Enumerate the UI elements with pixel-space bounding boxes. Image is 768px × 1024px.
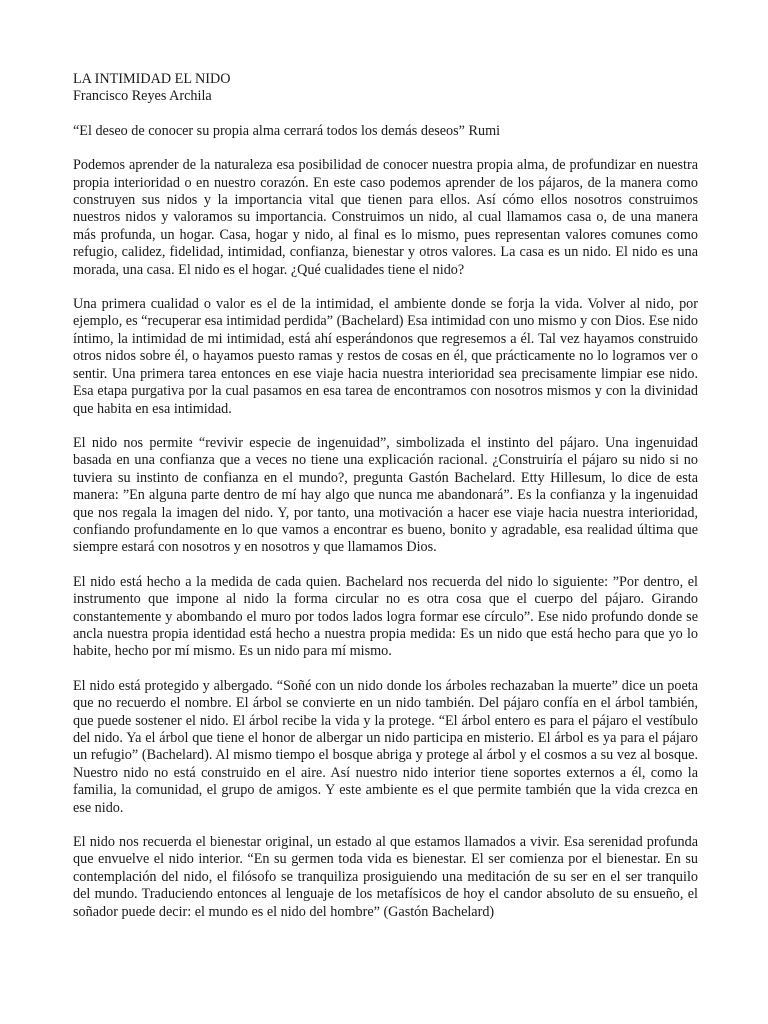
paragraph-2: Una primera cualidad o valor es el de la intimidad, el ambiente donde se forja la vida. Volver al nido, por ejemplo, es “recuperar esa intimidad perdida” (Bachelard) Esa intimidad con uno mismo y con Dios. Ese nido íntimo, la intimidad de mi intimidad, está ahí esperándonos que regresemos a él. Tal vez hayamos construido otros nidos sobre él, o hayamos puesto ramas y restos de cosas en él, que prácticamente no lo logramos ver o sentir. Una primera tarea entonces en ese viaje hacia nuestra interioridad sea precisamente limpiar ese nido. Esa etapa purgativa por la cual pasamos en esa tarea de encontramos con nosotros mismos y con la divinidad que habita en esa intimidad. (73, 296, 698, 417)
epigraph-quote: “El deseo de conocer su propia alma cerrará todos los demás deseos” Rumi (73, 122, 501, 139)
paragraph-5: El nido está protegido y albergado. “Soñé con un nido donde los árboles rechazaban la muerte” dice un poeta que no recuerdo el nombre. El árbol se convierte en un nido también. Del pájaro confía en el árbol también, que puede sostener el nido. El árbol recibe la vida y la protege. “El árbol entero es para el pájaro el vestíbulo del nido. Ya el árbol que tiene el honor de albergar un nido participa en misterio. El árbol es ya para el pájaro un refugio” (Bachelard). Al mismo tiempo el bosque abriga y protege al árbol y el cosmos a su vez al bosque. Nuestro nido no está construido en el aire. Así nuestro nido interior tiene soportes externos a él, como la familia, la comunidad, el grupo de amigos. Y este ambiente es el que permite también que la vida crezca en ese nido. (73, 677, 698, 816)
document-author: Francisco Reyes Archila (73, 88, 212, 105)
document-page (73, 71, 698, 938)
title-block (73, 71, 698, 106)
paragraph-3: El nido nos permite “revivir especie de ingenuidad”, simbolizada el instinto del pájaro. Una ingenuidad basada en una confianza que a veces no tiene una explicación racional. ¿Construiría el pájaro su nido si no tuviera su instinto de confianza en el mundo?, pregunta Gastón Bachelard. Etty Hillesum, lo dice de esta manera: ”En alguna parte dentro de mí hay algo que nunca me abandonará”. Es la confianza y la ingenuidad que nos regala la imagen del nido. Y, por tanto, una motivación a hacer ese viaje hacia nuestra interioridad, confiando profundamente en lo que vamos a encontrar es bueno, bonito y agradable, esa realidad última que siempre estará con nosotros y en nosotros y que llamamos Dios. (73, 434, 698, 556)
paragraph-4: El nido está hecho a la medida de cada quien. Bachelard nos recuerda del nido lo siguiente: ”Por dentro, el instrumento que impone al nido la forma circular no es otra cosa que el cuerpo del pájaro. Girando constantemente y abombando el muro por todos lados logra formar ese círculo”. Ese nido profundo donde se ancla nuestra propia identidad está hecho a nuestra propia medida: Es un nido que está hecho para que yo lo habite, hecho por mí mismo. Es un nido para mí mismo. (73, 573, 698, 660)
document-title: LA INTIMIDAD EL NIDO (73, 71, 231, 87)
paragraph-1: Podemos aprender de la naturaleza esa posibilidad de conocer nuestra propia alma, de profundizar en nuestra propia interioridad o en nuestro corazón. En este caso podemos aprender de los pájaros, de la manera como construyen sus nidos y la importancia vital que tienen para ellos. Así cómo ellos nosotros construimos nuestros nidos y valoramos su importancia. Construimos un nido, al cual llamamos casa o, de una manera más profunda, un hogar. Casa, hogar y nido, al final es lo mismo, pues representan valores comunes como refugio, calidez, fidelidad, intimidad, confianza, bienestar y otros valores. La casa es un nido. El nido es una morada, una casa. El nido es el hogar. ¿Qué cualidades tiene el nido? (73, 157, 698, 278)
paragraph-6: El nido nos recuerda el bienestar original, un estado al que estamos llamados a vivir. Esa serenidad profunda que envuelve el nido interior. “En su germen toda vida es bienestar. El ser comienza por el bienestar. En su contemplación del nido, el filósofo se tranquiliza prosiguiendo una meditación de su ser en el ser tranquilo del mundo. Traduciendo entonces al lenguaje de los metafísicos de hoy el candor absoluto de su ensueño, el soñador puede decir: el mundo es el nido del hombre” (Gastón Bachelard) (73, 834, 698, 920)
